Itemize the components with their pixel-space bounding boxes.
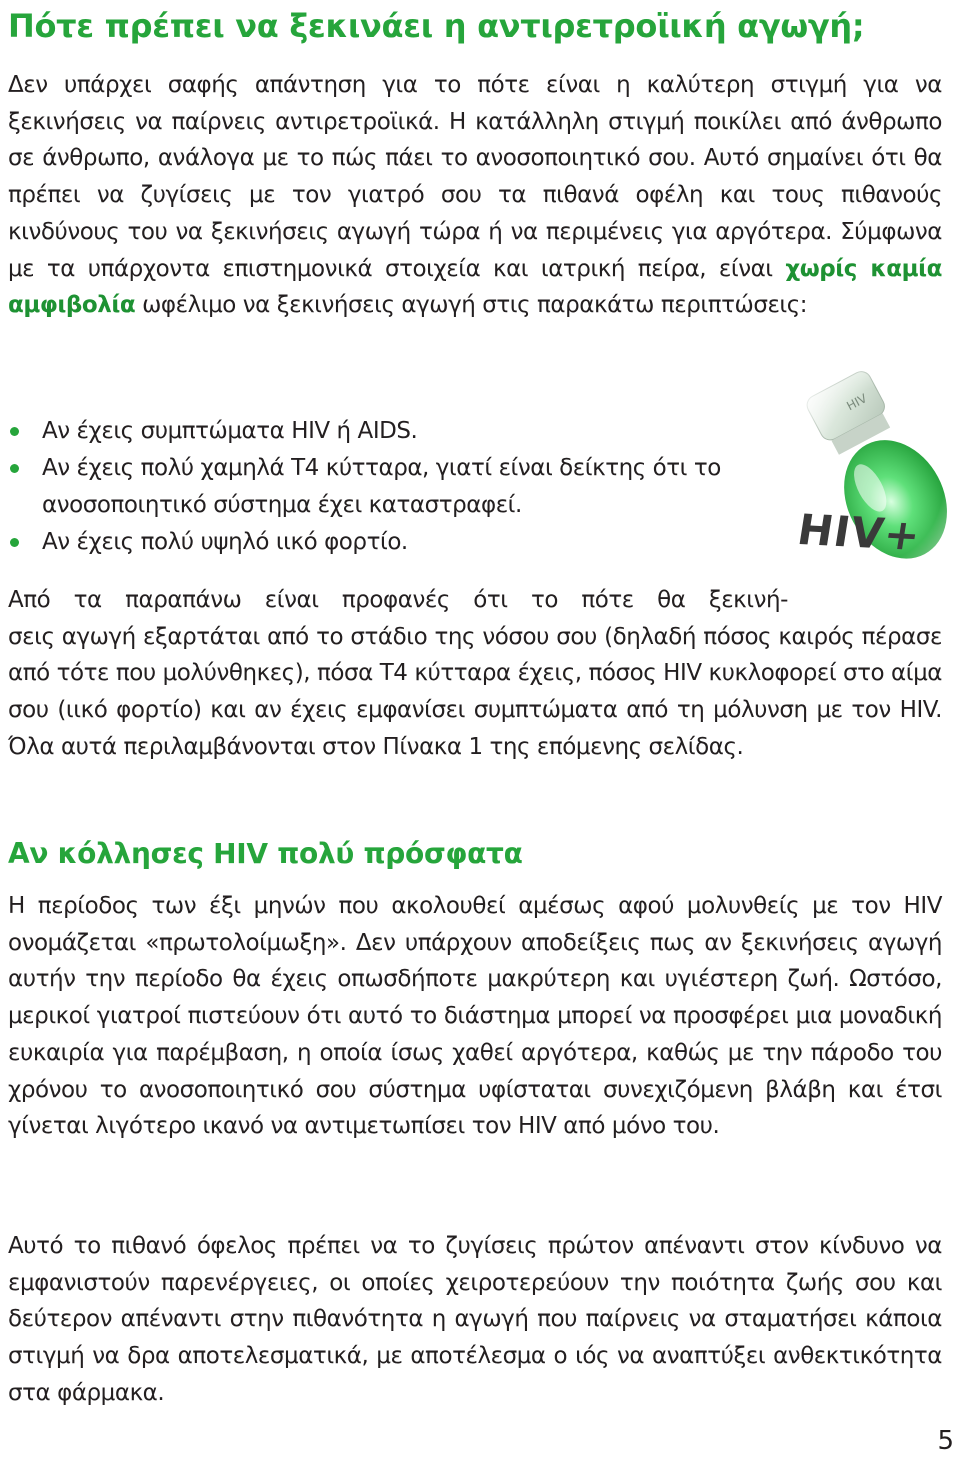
page-number: 5 xyxy=(937,1426,954,1456)
list-item: Αν έχεις πολύ υψηλό ιικό φορτίο. xyxy=(8,524,788,561)
intro-text: Δεν υπάρχει σαφής απάντηση για το πότε είναι η καλύτερη στιγμή για να ξεκινήσεις να παίρνεις αντιρετροϊικά. Η κατάλληλη στιγμή ποικίλει από άνθρωπο σε άνθρωπο, ανάλογα με το πώς πάει το ανοσοποιητικό σου. Αυτό σημαίνει ότι θα πρέπει να ζυγίσεις με τον γιατρό σου τα πιθανά οφέλη και τους πιθανούς κινδύνους του να ξεκινήσεις αγωγή τώρα ή να περιμένεις για αργότερα. Σύμφωνα με τα υπάρχοντα επιστημονικά στοιχεία και ιατρική πείρα, είναι xyxy=(8,72,942,282)
emphasis-text: χωρίς καμία αμφιβολία xyxy=(8,255,942,319)
list-item: Αν έχεις συμπτώματα HIV ή AIDS. xyxy=(8,413,788,450)
criteria-list xyxy=(8,413,788,561)
section-heading: Αν κόλλησες HIV πολύ πρόσφατα xyxy=(8,837,523,870)
summary-paragraph xyxy=(8,582,942,766)
summary-text: σεις αγωγή εξαρτάται από το στάδιο της νόσου σου (δηλαδή πόσος καιρός πέρασε από τότε που μολύνθηκες), πόσα Τ4 κύτταρα έχεις, πόσος HIV κυκλοφορεί στο αίμα σου (ιικό φορτίο) και αν έχεις εμφανίσει συμπτώματα από τη μόλυνση με τον HIV. Όλα αυτά περιλαμβάνονται στον Πίνακα 1 της επόμενης σελίδας. xyxy=(8,623,942,760)
recent-infection-paragraph: Η περίοδος των έξι μηνών που ακολουθεί αμέσως αφού μολυνθείς με τον HIV ονομάζεται «πρωτολοίμωξη». Δεν υπάρχουν αποδείξεις πως αν ξεκινήσεις αγωγή αυτήν την περίοδο θα έχεις οπωσδήποτε μακρύτερη και υγιέστερη ζωή. Ωστόσο, μερικοί γιατροί πιστεύουν ότι αυτό το διάστημα μπορεί να προσφέρει μια μοναδική ευκαιρία για παρέμβαση, η οποία ίσως χαθεί αργότερα, καθώς με την πάροδο του χρόνου το ανοσοποιητικό σου σύστημα υφίσταται συνεχιζόμενη βλάβη και έτσι γίνεται λιγότερο ικανό να αντιμετωπίσει τον HIV από μόνο του. xyxy=(8,893,942,1140)
list-item: Αν έχεις πολύ χαμηλά Τ4 κύτταρα, γιατί είναι δείκτης ότι το ανοσοποιητικό σύστημα έχει καταστραφεί. xyxy=(8,450,788,524)
intro-paragraph xyxy=(8,67,942,324)
benefit-paragraph: Αυτό το πιθανό όφελος πρέπει να το ζυγίσεις πρώτον απέναντι στον κίνδυνο να εμφανιστούν παρενέργειες, οι οποίες χειροτερεύουν την ποιότητα ζωής σου και δεύτερον απέναντι στην πιθανότητα η αγωγή που παίρνεις να σταματήσει κάποια στιγμή να δρα αποτελεσματικά, με αποτέλεσμα ο ιός να αναπτύξει ανθεκτικότητα στα φάρμακα. xyxy=(8,1233,942,1406)
page-title: Πότε πρέπει να ξεκινάει η αντιρετροϊική αγωγή; xyxy=(8,7,865,45)
hiv-plus-label: HIV+ xyxy=(794,504,925,561)
hiv-vial-icon xyxy=(790,365,960,605)
intro-text-end: ωφέλιμο να ξεκινήσεις αγωγή στις παρακάτω περιπτώσεις: xyxy=(135,292,808,319)
summary-first-line: Από τα παραπάνω είναι προφανές ότι το πότε θα ξεκινή- xyxy=(8,587,788,613)
